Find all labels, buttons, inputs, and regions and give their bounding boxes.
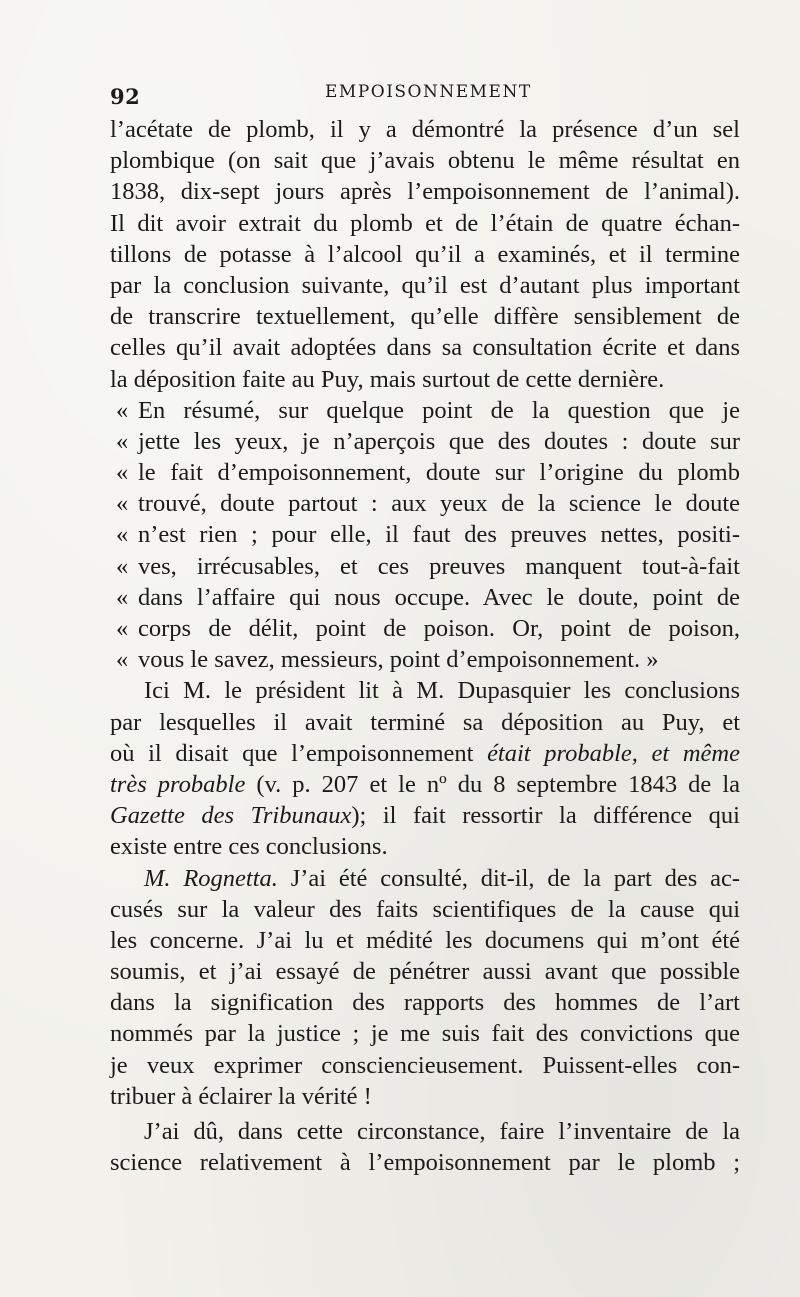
guillemet: « bbox=[116, 427, 129, 455]
text-line: Ici M. le président lit à M. Dupasquier les conclusions bbox=[144, 677, 740, 705]
text-line: tribuer à éclairer la vérité ! bbox=[110, 1082, 372, 1110]
text-line: plombique (on sait que j’avais obtenu le même résultat en bbox=[110, 147, 740, 175]
text-line: celles qu’il avait adoptées dans sa consultation écrite et dans bbox=[110, 334, 740, 362]
quote-line: « jette les yeux, je n’aperçois que des doutes : doute sur bbox=[110, 426, 740, 457]
quote-line: « ves, irrécusables, et ces preuves manquent tout-à-fait bbox=[110, 551, 740, 582]
paragraph-president bbox=[110, 675, 740, 862]
quote-line: « En résumé, sur quelque point de la question que je bbox=[110, 395, 740, 426]
text-line: par lesquelles il avait terminé sa déposition au Puy, et bbox=[110, 708, 740, 736]
text-line: de transcrire textuellement, qu’elle diffère sensiblement de bbox=[110, 303, 740, 331]
text-line: science relativement à l’empoisonnement par le plomb ; bbox=[110, 1149, 740, 1177]
text-line: je veux exprimer consciencieusement. Puissent-elles con- bbox=[110, 1051, 740, 1079]
guillemet: « bbox=[116, 521, 129, 549]
text-line: très probable (v. p. 207 et le nº du 8 septembre 1843 de la bbox=[110, 770, 740, 798]
quotation-block bbox=[110, 395, 740, 676]
italic-title: Gazette des Tribunaux bbox=[110, 802, 352, 830]
quote-line: « dans l’affaire qui nous occupe. Avec le doute, point de bbox=[110, 582, 740, 613]
paragraph-inventory bbox=[110, 1116, 740, 1178]
text-line: où il disait que l’empoisonnement était probable, et même bbox=[110, 739, 740, 767]
guillemet: « bbox=[116, 396, 129, 424]
text-line: dans la signification des rapports des hommes de l’art bbox=[110, 989, 740, 1017]
quote-line: « n’est rien ; pour elle, il faut des preuves nettes, positi- bbox=[110, 519, 740, 550]
text-line: Il dit avoir extrait du plomb et de l’étain de quatre échan- bbox=[110, 209, 740, 237]
text-line: M. Rognetta. J’ai été consulté, dit-il, de la part des ac- bbox=[144, 864, 740, 892]
quote-line: « trouvé, doute partout : aux yeux de la science le doute bbox=[110, 488, 740, 519]
text-line: Gazette des Tribunaux); il fait ressortir la différence qui bbox=[110, 802, 740, 830]
running-head: EMPOISONNEMENT bbox=[325, 82, 532, 102]
text-line: existe entre ces conclusions. bbox=[110, 833, 388, 861]
text-line: les concerne. J’ai lu et médité les documens qui m’ont été bbox=[110, 926, 740, 954]
speaker-name: M. Rognetta. bbox=[144, 864, 278, 892]
text-line: J’ai dû, dans cette circonstance, faire l’inventaire de la bbox=[144, 1118, 740, 1145]
paragraph-rognetta bbox=[110, 863, 740, 1113]
text-line: nommés par la justice ; je me suis fait des convictions que bbox=[110, 1020, 740, 1048]
guillemet: « bbox=[116, 615, 129, 642]
quote-line: « le fait d’empoisonnement, doute sur l’origine du plomb bbox=[110, 457, 740, 488]
text-line: 1838, dix-sept jours après l’empoisonnement de l’animal). bbox=[110, 178, 740, 206]
text-line: soumis, et j’ai essayé de pénétrer aussi avant que possible bbox=[110, 958, 740, 986]
italic-phrase: très probable bbox=[110, 770, 246, 798]
quote-line: « corps de délit, point de poison. Or, point de poison, bbox=[110, 613, 740, 644]
guillemet: « bbox=[116, 583, 129, 611]
quote-line: « vous le savez, messieurs, point d’empoisonnement. » bbox=[110, 644, 740, 675]
body-text bbox=[110, 114, 740, 1178]
guillemet: « bbox=[116, 490, 129, 518]
page-number: 92 bbox=[110, 84, 141, 109]
guillemet: « bbox=[116, 646, 129, 674]
text-line: tillons de potasse à l’alcool qu’il a examinés, et il termine bbox=[110, 240, 740, 268]
text-line: par la conclusion suivante, qu’il est d’autant plus important bbox=[110, 271, 740, 299]
text-line: cusés sur la valeur des faits scientifiques de la cause qui bbox=[110, 895, 740, 923]
text-line: la déposition faite au Puy, mais surtout de cette dernière. bbox=[110, 365, 665, 393]
guillemet: « bbox=[116, 459, 129, 487]
italic-phrase: était probable, et même bbox=[487, 739, 740, 767]
guillemet: « bbox=[116, 552, 129, 580]
text-line: l’acétate de plomb, il y a démontré la présence d’un sel bbox=[110, 116, 740, 143]
